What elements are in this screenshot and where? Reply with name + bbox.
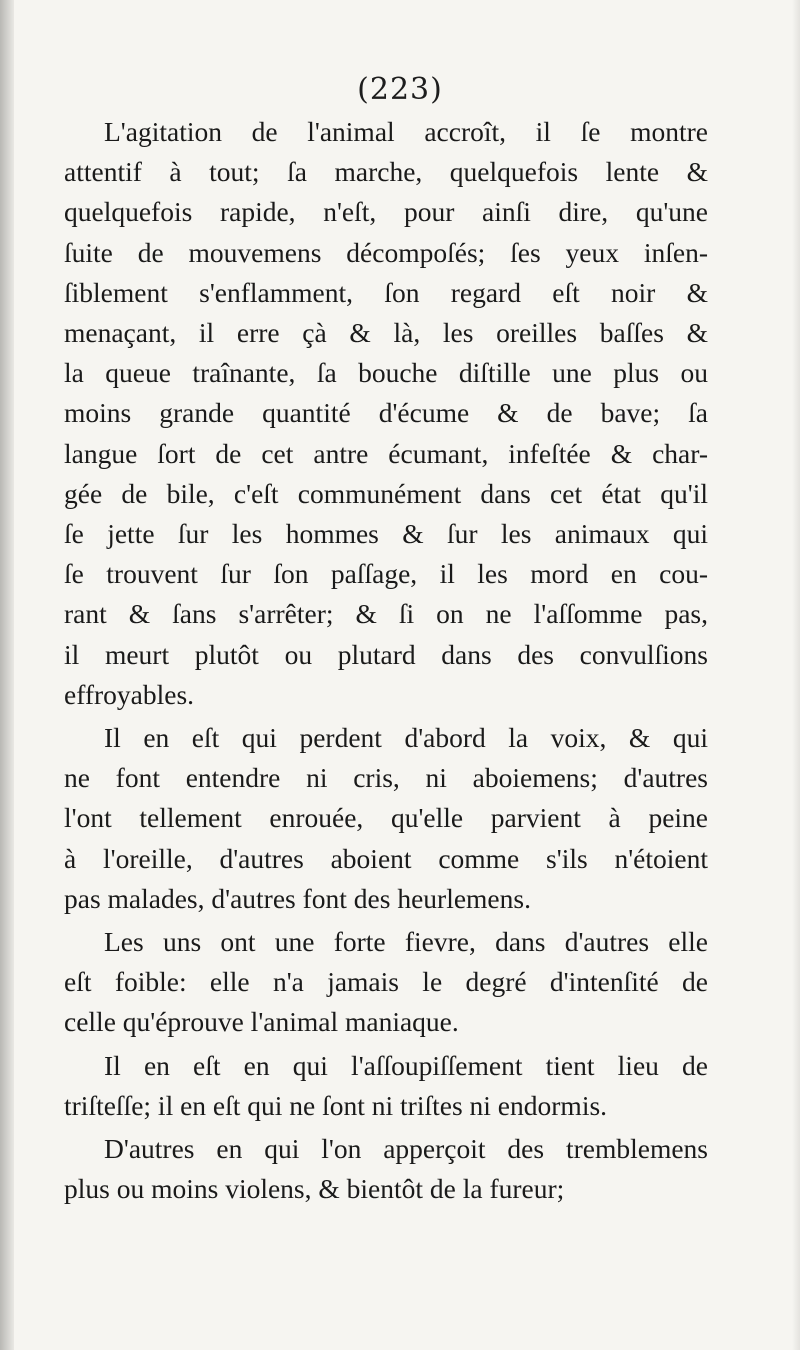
text-line: D'autres en qui l'on apperçoit des tremblemens [104,1133,708,1165]
paragraph [64,1129,708,1209]
text-line: celle qu'éprouve l'animal maniaque. [64,1006,459,1038]
text-line: effroyables. [64,678,195,710]
paragraph [64,1046,708,1126]
page-number: (223) [357,72,443,107]
text-line: la queue traînante, ſa bouche diſtille une plus ou [64,357,708,389]
text-line: Il en eſt en qui l'aſſoupiſſement tient lieu de [104,1049,708,1081]
paragraph [64,112,708,715]
text-line: à l'oreille, d'autres aboient comme s'ils n'étoient [64,842,708,874]
page-edge-shadow [792,0,800,1350]
text-line: Les uns ont une forte fievre, dans d'autres elle [104,926,708,958]
text-line: ne font entendre ni cris, ni aboiemens; d'autres [64,762,708,794]
paragraph [64,718,708,919]
text-line: L'agitation de l'animal accroît, il ſe montre [104,116,708,147]
text-line: plus ou moins violens, & bientôt de la fureur; [64,1173,565,1205]
text-line: gée de bile, c'eſt communément dans cet état qu'il [64,477,708,509]
text-line: menaçant, il erre çà & là, les oreilles baſſes & [64,317,708,349]
text-line: eſt foible: elle n'a jamais le degré d'intenſité de [64,966,708,998]
text-line: quelquefois rapide, n'eſt, pour ainſi dire, qu'une [64,196,708,228]
text-line: attentif à tout; ſa marche, quelquefois lente & [64,156,708,188]
paragraph [64,922,708,1043]
text-line: il meurt plutôt ou plutard dans des convulſions [64,638,708,670]
text-line: rant & ſans s'arrêter; & ſi on ne l'aſſomme pas, [64,598,708,630]
text-line: pas malades, d'autres font des heurlemens. [64,882,531,914]
text-line: moins grande quantité d'écume & de bave; ſa [64,397,708,429]
text-line: ſe jette ſur les hommes & ſur les animaux qui [64,518,708,550]
page-gutter-shadow [0,0,14,1350]
text-line: langue ſort de cet antre écumant, infeſtée & char- [64,437,708,469]
text-line: ſe trouvent ſur ſon paſſage, il les mord en cou- [64,558,708,590]
text-line: ſiblement s'enflamment, ſon regard eſt noir & [64,276,708,308]
text-line: ſuite de mouvemens décompoſés; ſes yeux inſen- [64,236,708,268]
text-line: triſteſſe; il en eſt qui ne ſont ni triſtes ni endormis. [64,1089,608,1121]
text-line: Il en eſt qui perdent d'abord la voix, & qui [104,722,708,754]
text-line: l'ont tellement enrouée, qu'elle parvient à peine [64,802,708,834]
body-text [64,112,708,1209]
